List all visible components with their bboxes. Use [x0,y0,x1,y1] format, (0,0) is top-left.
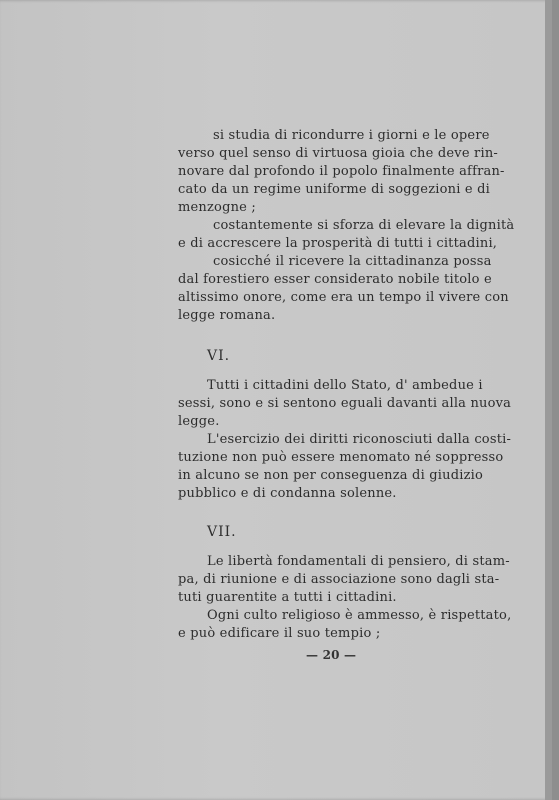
section-heading: VI. [207,348,231,364]
text-line: altissimo onore, come era un tempo il vivere con [178,290,509,305]
text-line: novare dal profondo il popolo finalmente affran- [178,164,505,179]
text-line: pubblico e di condanna solenne. [178,486,397,501]
text-line: L'esercizio dei diritti riconosciuti dalla costi- [207,432,512,447]
text-line: legge. [178,414,220,429]
text-line: si studia di ricondurre i giorni e le opere [213,128,490,143]
text-line: pa, di riunione e di associazione sono dagli sta- [178,572,500,587]
text-line: verso quel senso di virtuosa gioia che deve rin- [178,146,498,161]
text-line: sessi, sono e si sentono eguali davanti alla nuova [178,396,512,411]
section-heading: VII. [207,524,237,540]
page-edge [545,0,552,800]
text-line: e di accrescere la prosperità di tutti i cittadini, [178,236,498,251]
text-line: Ogni culto religioso è ammesso, è rispettato, [207,608,512,623]
text-line: costantemente si sforza di elevare la dignità [213,218,515,233]
text-line: Tutti i cittadini dello Stato, d' ambedue i [207,378,483,393]
text-line: menzogne ; [178,200,256,215]
text-line: tuti guarentite a tutti i cittadini. [178,590,397,605]
text-line: in alcuno se non per conseguenza di giudizio [178,468,484,483]
text-line: e può edificare il suo tempio ; [178,626,381,641]
page-number: — 20 — [306,648,357,662]
text-line: Le libertà fondamentali di pensiero, di stam- [207,554,510,569]
text-line: dal forestiero esser considerato nobile titolo e [178,272,492,287]
text-line: cosicché il ricevere la cittadinanza possa [213,254,492,269]
text-line: tuzione non può essere menomato né soppresso [178,450,504,465]
text-line: cato da un regime uniforme di soggezioni e di [178,182,490,197]
text-line: legge romana. [178,308,276,323]
